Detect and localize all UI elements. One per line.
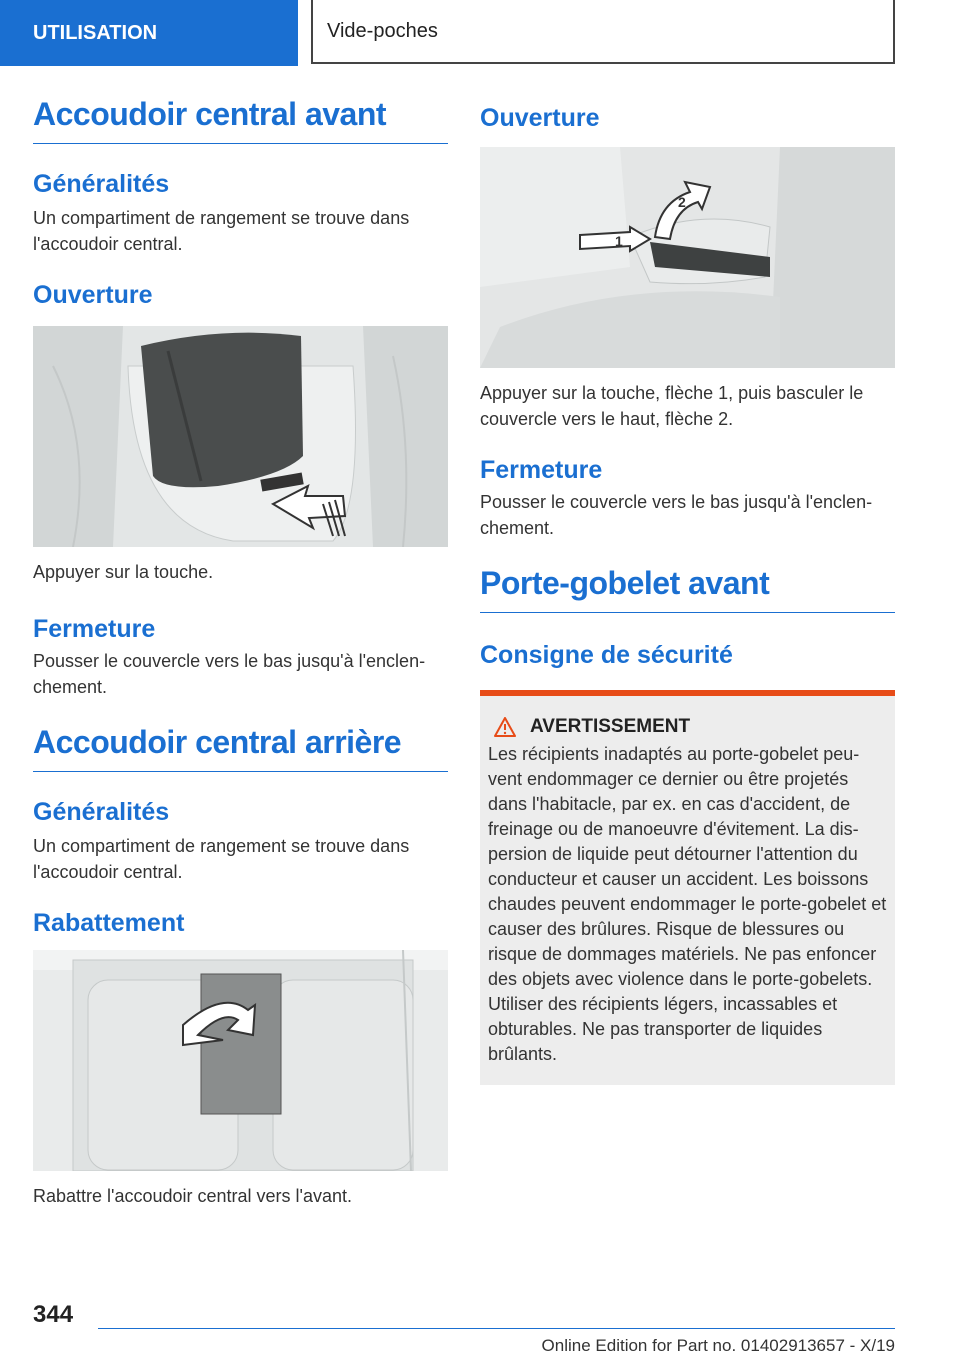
title-cup-holder: Porte-gobelet avant [480, 565, 895, 613]
rear-opening-illustration [480, 147, 895, 368]
rear-armrest-illustration [33, 950, 448, 1171]
footer-divider [98, 1328, 895, 1329]
title-front-armrest: Accoudoir central avant [33, 96, 448, 144]
front-armrest-illustration [33, 326, 448, 547]
warning-box [480, 690, 895, 1085]
warning-triangle-icon [494, 717, 516, 737]
footer-edition: Online Edition for Part no. 01402913657 - X/19 [541, 1336, 895, 1355]
figure-rear-opening [480, 147, 895, 368]
text-closing-rear: Pousser le couvercle vers le bas jusqu'à l'enclenchement. [480, 492, 873, 538]
figure-rear-armrest [33, 950, 448, 1171]
text-general-front: Un compartiment de rangement se trouve dans l'accoudoir central. [33, 208, 410, 254]
warning-text: Les récipients inadaptés au porte-gobelet peuvent endommager ce dernier ou être projetés dans l'habitacle, par ex. en cas d'accident, de freinage ou de manoeuvre d'évitement. La dispersion de liquide peut détourner l'attention du conducteur et causer un accident. Les boissons chaudes peuvent endommager le porte-gobelet et causer des brûlures. Risque de blessures ou risque de dommages matériels. Ne pas enfoncer des objets avec violence dans le porte-gobelets. Utiliser des récipients légers, incassables et obturables. Ne pas transporter de liquides brûlants. [488, 744, 887, 1064]
heading-general-front: Généralités [33, 170, 170, 198]
section-tab-label: UTILISATION [33, 21, 158, 44]
section-tab[interactable] [0, 0, 298, 66]
right-column [480, 96, 895, 1085]
figure-front-armrest [33, 326, 448, 547]
heading-safety: Consigne de sécurité [480, 641, 733, 669]
warning-title: AVERTISSEMENT [530, 716, 691, 737]
heading-closing-front: Fermeture [33, 615, 156, 643]
caption-opening-front: Appuyer sur la touche. [33, 562, 214, 582]
caption-opening-rear: Appuyer sur la touche, flèche 1, puis basculer le couvercle vers le haut, flèche 2. [480, 383, 864, 429]
warning-header [488, 716, 887, 738]
heading-folding-rear: Rabattement [33, 909, 185, 937]
arrow-label-2: 2 [678, 194, 686, 210]
heading-opening-front: Ouverture [33, 281, 153, 309]
text-closing-front: Pousser le couvercle vers le bas jusqu'à l'enclenchement. [33, 651, 426, 697]
chapter-tab-label: Vide-poches [327, 19, 438, 42]
text-general-rear: Un compartiment de rangement se trouve dans l'accoudoir central. [33, 836, 410, 882]
heading-general-rear: Généralités [33, 798, 170, 826]
page-number: 344 [33, 1301, 74, 1328]
title-rear-armrest: Accoudoir central arrière [33, 724, 448, 772]
caption-folding-rear: Rabattre l'accoudoir central vers l'avant. [33, 1186, 353, 1206]
heading-opening-rear: Ouverture [480, 104, 600, 132]
arrow-label-1: 1 [615, 233, 623, 249]
left-column [33, 96, 448, 1209]
heading-closing-rear: Fermeture [480, 456, 603, 484]
chapter-tab[interactable] [311, 0, 895, 64]
